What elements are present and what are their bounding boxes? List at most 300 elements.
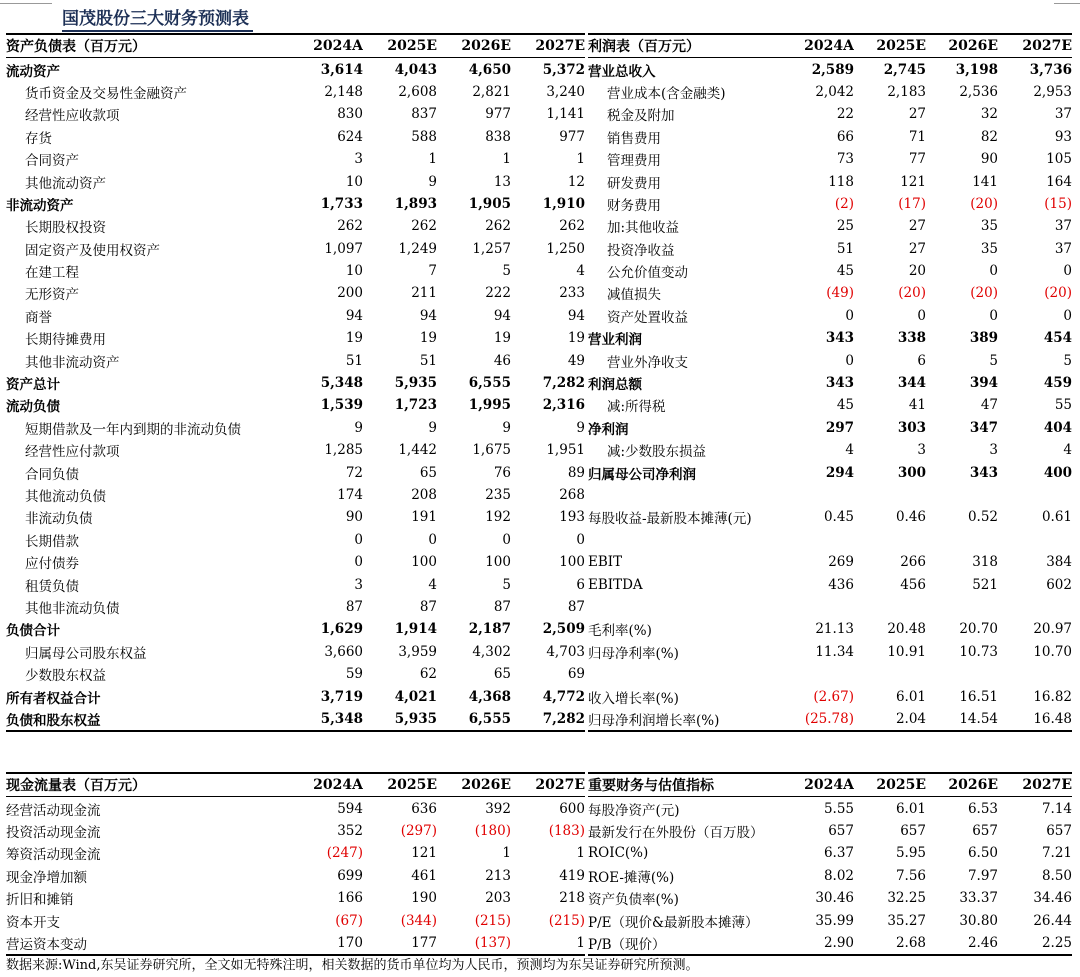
cell-value: 208 [411,487,437,503]
cell-value: 2,509 [542,621,585,638]
cell-value: 59 [345,666,363,683]
cell-value: 203 [485,890,511,907]
table-row [588,506,1072,528]
income-statement-block [588,33,1072,732]
table-row [6,551,585,573]
cell-value: 73 [836,151,854,168]
table-row [6,461,585,483]
table-row [588,349,1072,371]
cell-value: 1,910 [542,195,585,212]
cell-value [854,596,926,618]
cell-value: (20) [1044,285,1072,302]
cell-value: 297 [825,419,854,436]
row-label: 研发费用 [607,175,661,192]
cell-value: 10 [345,263,363,280]
cell-value: 454 [1043,330,1072,347]
cell-value: 343 [825,330,854,347]
row-label: 货币资金及交易性金融资产 [25,85,187,102]
cell-value: 2,589 [811,61,854,78]
cell-value: (15) [1044,195,1072,212]
cell-value: (2.67) [813,688,854,705]
row-label: 存货 [25,130,52,147]
year-header: 2027E [998,773,1072,797]
cell-value: 699 [337,867,363,884]
cell-value: 20 [908,263,926,280]
table-row [6,529,585,551]
row-label: 经营活动现金流 [6,802,101,819]
cell-value: 190 [411,890,437,907]
cell-value: 76 [493,464,511,481]
table-row [588,573,1072,595]
row-label [588,529,778,551]
cell-value: 9 [428,419,437,436]
cell-value [778,484,854,506]
cell-value: 5 [989,352,998,369]
cell-value: 7,282 [542,375,585,392]
cell-value: (20) [970,285,998,302]
cell-value: 32.25 [887,890,926,907]
cell-value: 8.02 [823,867,854,884]
cell-value: (2) [834,195,854,212]
cell-value: 30.46 [815,890,854,907]
table-row [588,238,1072,260]
cell-value: 5 [502,576,511,593]
year-header: 2027E [511,34,585,58]
table-row [6,663,585,685]
cell-value: 45 [836,397,854,414]
cell-value: 5 [1063,352,1072,369]
cell-value: 6,555 [437,708,511,731]
cell-value: 7.21 [1041,845,1072,862]
balance-sheet-table [6,33,585,732]
table-row [588,327,1072,349]
cell-value: 838 [485,128,511,145]
cell-value: 13 [493,173,511,190]
cell-value: 3,736 [1029,61,1072,78]
cell-value: 977 [485,106,511,123]
row-label [588,484,778,506]
cell-value: 977 [559,128,585,145]
year-header: 2026E [437,34,511,58]
table-row [6,797,585,820]
table-title: 资产负债表（百万元） [6,34,274,58]
year-header: 2027E [511,773,585,797]
cell-value: 2.04 [854,708,926,731]
cell-value: 5.95 [895,845,926,862]
cell-value: 2,536 [959,83,998,100]
cell-value: 46 [493,352,511,369]
table-row [588,126,1072,148]
row-label: 其他非流动负债 [25,600,120,617]
row-label: EBITDA [588,576,643,593]
table-row [6,484,585,506]
table-row [588,461,1072,483]
balance-sheet-block [6,33,585,732]
row-label: 每股净资产(元) [588,802,680,819]
cell-value [854,529,926,551]
cell-value: 94 [419,307,437,324]
cell-value: 344 [897,375,926,392]
table-row [588,417,1072,439]
page-title: 国茂股份三大财务预测表 [62,4,253,32]
cell-value: 262 [337,218,363,235]
table-row [6,417,585,439]
cell-value: 105 [1046,151,1072,168]
cell-value: 55 [1054,397,1072,414]
cell-value [926,663,998,685]
cell-value: 0.52 [967,509,998,526]
cell-value: 20.97 [1033,621,1072,638]
cell-value: 2,183 [887,83,926,100]
cell-value: 177 [363,932,437,955]
cell-value: 657 [972,822,998,839]
row-label: 营业成本(含金融类) [607,85,726,102]
row-label: 资本开支 [6,914,60,931]
cell-value: 2,745 [883,61,926,78]
table-row [588,439,1072,461]
table-row [588,215,1072,237]
cell-value: 3,198 [955,61,998,78]
table-row [6,685,585,707]
cell-value: 837 [411,106,437,123]
cell-value: 262 [411,218,437,235]
year-header: 2024A [778,34,854,58]
row-label: 负债合计 [6,623,60,640]
cell-value: 600 [559,800,585,817]
cell-value: 1,285 [324,442,363,459]
cell-value: 0 [428,531,437,548]
cell-value: 436 [828,576,854,593]
row-label: 公允价值变动 [607,265,688,282]
cell-value: 69 [567,666,585,683]
cell-value: 90 [980,151,998,168]
row-label: 非流动资产 [6,197,74,214]
cell-value: 45 [836,263,854,280]
cell-value [926,529,998,551]
cell-value: 262 [485,218,511,235]
cell-value [926,596,998,618]
cell-value [998,529,1072,551]
table-row [6,103,585,125]
year-header: 2024A [274,773,363,797]
cell-value: 0 [354,531,363,548]
cell-value: 1,905 [468,195,511,212]
row-label: 在建工程 [25,265,79,282]
table-row [588,260,1072,282]
year-header: 2026E [926,34,998,58]
cell-value: 269 [828,554,854,571]
cell-value: 404 [1043,419,1072,436]
cell-value: 0 [989,307,998,324]
row-label: 折旧和摊销 [6,892,74,909]
row-label: 应付债券 [25,556,79,573]
cell-value: 3,959 [398,643,437,660]
cell-value: 6.01 [895,688,926,705]
cell-value: 0 [1063,307,1072,324]
cell-value: (20) [970,195,998,212]
cell-value: 521 [972,576,998,593]
cell-value: 87 [419,598,437,615]
row-label: ROIC(%) [588,845,649,862]
table-row [588,865,1072,887]
cell-value: 6.01 [895,800,926,817]
table-row [6,641,585,663]
cell-value: 7.14 [1041,800,1072,817]
table-row [6,148,585,170]
cell-value: 9 [576,419,585,436]
row-label: 筹资活动现金流 [6,847,101,864]
cell-value [778,663,854,685]
cell-value: 89 [567,464,585,481]
row-label: EBIT [588,554,623,571]
cell-value: 62 [419,666,437,683]
cell-value: 4,021 [394,688,437,705]
cell-value: 141 [972,173,998,190]
table-row [6,305,585,327]
table-row [6,282,585,304]
cell-value: 26.44 [1033,912,1072,929]
table-row [6,193,585,215]
cell-value: 87 [345,598,363,615]
table-row [6,842,585,864]
row-label: 净利润 [588,421,629,438]
row-label: 财务费用 [607,197,661,214]
table-row [588,551,1072,573]
table-header-row [588,34,1072,58]
row-label [588,663,778,685]
cell-value: 8.50 [1041,867,1072,884]
row-label: 其他非流动资产 [25,354,120,371]
cell-value: 0.46 [895,509,926,526]
cell-value: 5,348 [320,375,363,392]
cell-value: 1,723 [394,397,437,414]
cell-value: 16.51 [959,688,998,705]
cell-value: 87 [567,598,585,615]
cell-value: 588 [411,128,437,145]
cell-value: 6.50 [967,845,998,862]
row-label: 所有者权益合计 [6,690,101,707]
table-row [588,81,1072,103]
table-row [588,148,1072,170]
cell-value: 19 [567,330,585,347]
cell-value: 5.55 [823,800,854,817]
cell-value: 191 [411,509,437,526]
table-row [6,238,585,260]
row-label: 营业总收入 [588,63,656,80]
cell-value: 0 [502,531,511,548]
year-header: 2026E [437,773,511,797]
cell-value: 35 [980,240,998,257]
cell-value: 20.48 [887,621,926,638]
cell-value: 90 [345,509,363,526]
cell-value: 262 [559,218,585,235]
cell-value: 16.48 [998,708,1072,731]
row-label: 合同资产 [25,153,79,170]
cell-value: 456 [900,576,926,593]
cell-value: 21.13 [815,621,854,638]
table-row [588,282,1072,304]
cell-value: 100 [411,554,437,571]
cell-value: 5,935 [394,375,437,392]
table-row [6,887,585,909]
year-header: 2025E [854,773,926,797]
cell-value: 7.56 [895,867,926,884]
cell-value: (20) [898,285,926,302]
cell-value: 0 [989,263,998,280]
table-row [588,909,1072,931]
cell-value: 347 [969,419,998,436]
cell-value: (67) [335,912,363,929]
cash-flow-block [6,772,585,956]
cell-value: 10 [345,173,363,190]
table-row [588,842,1072,864]
cell-value: 77 [908,151,926,168]
table-row [6,170,585,192]
cell-value: 213 [485,867,511,884]
row-label: 减值损失 [607,287,661,304]
row-label: 减:少数股东损益 [607,444,707,461]
table-row [588,596,1072,618]
table-row [588,394,1072,416]
cell-value: 6,555 [468,375,511,392]
table-row [6,439,585,461]
row-label: 租赁负债 [25,578,79,595]
cell-value: (247) [326,845,363,862]
table-header-row [6,34,585,58]
row-label: 非流动负债 [25,511,93,528]
cell-value: 624 [337,128,363,145]
table-row [6,909,585,931]
row-label: 减:所得税 [607,399,666,416]
row-label: 固定资产及使用权资产 [25,242,160,259]
table-row [588,797,1072,820]
table-row [6,215,585,237]
table-row [588,103,1072,125]
cell-value: 0 [576,531,585,548]
cell-value: 211 [411,285,437,302]
row-label: 税金及附加 [607,108,675,125]
cell-value: 1 [576,845,585,862]
cell-value: 10.91 [887,643,926,660]
cell-value: 830 [337,106,363,123]
year-header: 2027E [998,34,1072,58]
table-row [588,641,1072,663]
row-label: 最新发行在外股份（百万股） [588,824,764,841]
row-label: 资产处置收益 [607,309,688,326]
row-label: 归母净利润增长率(%) [588,708,778,731]
table-row [6,618,585,640]
cell-value: 47 [980,397,998,414]
corner-mark-right [1054,0,1080,4]
cell-value: 2.68 [854,932,926,955]
table-row [6,394,585,416]
cell-value: 121 [411,845,437,862]
cell-value: 0.45 [823,509,854,526]
cell-value: 2.25 [998,932,1072,955]
row-label: 资产总计 [6,377,60,394]
row-label: 归属母公司股东权益 [25,645,147,662]
cell-value: 352 [337,822,363,839]
cell-value: 3,614 [320,61,363,78]
cell-value: 594 [337,800,363,817]
cell-value: 222 [485,285,511,302]
year-header: 2024A [778,773,854,797]
cell-value: 4 [576,263,585,280]
cell-value [998,663,1072,685]
cell-value: (180) [474,822,511,839]
cell-value: 419 [559,867,585,884]
cell-value [854,663,926,685]
cell-value: 51 [419,352,437,369]
cell-value: 37 [1054,240,1072,257]
cell-value: 27 [908,106,926,123]
cell-value: 1,249 [398,240,437,257]
table-row [6,932,585,955]
cell-value: 4,772 [542,688,585,705]
row-label: 毛利率(%) [588,623,652,640]
cell-value: 461 [411,867,437,884]
cell-value: 1 [502,151,511,168]
table-row [588,820,1072,842]
table-title: 利润表（百万元） [588,34,778,58]
table-row [6,596,585,618]
row-label: ROE-摊薄(%) [588,869,675,886]
cell-value: 2,148 [324,83,363,100]
cell-value: 2,316 [542,397,585,414]
row-label: 资产负债率(%) [588,892,679,909]
cell-value: 65 [493,666,511,683]
cell-value: (183) [548,822,585,839]
table-row [6,260,585,282]
cell-value: 2,187 [468,621,511,638]
cell-value: 87 [493,598,511,615]
key-metrics-table [588,772,1072,956]
cell-value: 338 [897,330,926,347]
cell-value: 459 [1043,375,1072,392]
cell-value: 7 [428,263,437,280]
cell-value: 1,995 [468,397,511,414]
row-label: 现金净增加额 [6,869,87,886]
cell-value: 1 [428,151,437,168]
cell-value: 2,042 [815,83,854,100]
cell-value: 12 [567,173,585,190]
cell-value: 1,893 [394,195,437,212]
row-label: 加:其他收益 [607,220,680,237]
table-row [6,573,585,595]
cell-value: 2.46 [926,932,998,955]
cell-value: 174 [337,487,363,503]
table-row [588,372,1072,394]
cell-value: 51 [836,240,854,257]
cell-value: 14.54 [926,708,998,731]
cell-value: 49 [567,352,585,369]
cell-value: 3 [917,442,926,459]
row-label: 营业外净收支 [607,354,688,371]
cell-value: (137) [437,932,511,955]
cell-value: 3 [989,442,998,459]
cell-value: 1 [576,151,585,168]
cell-value: 1,141 [546,106,585,123]
cell-value [778,529,854,551]
table-row [6,58,585,81]
cell-value: 1,733 [320,195,363,212]
corner-mark-left [0,0,52,4]
row-label: 投资净收益 [607,242,675,259]
cell-value: (215) [548,912,585,929]
cell-value: 22 [836,106,854,123]
cell-value: 94 [493,307,511,324]
row-label: 少数股东权益 [25,668,106,685]
